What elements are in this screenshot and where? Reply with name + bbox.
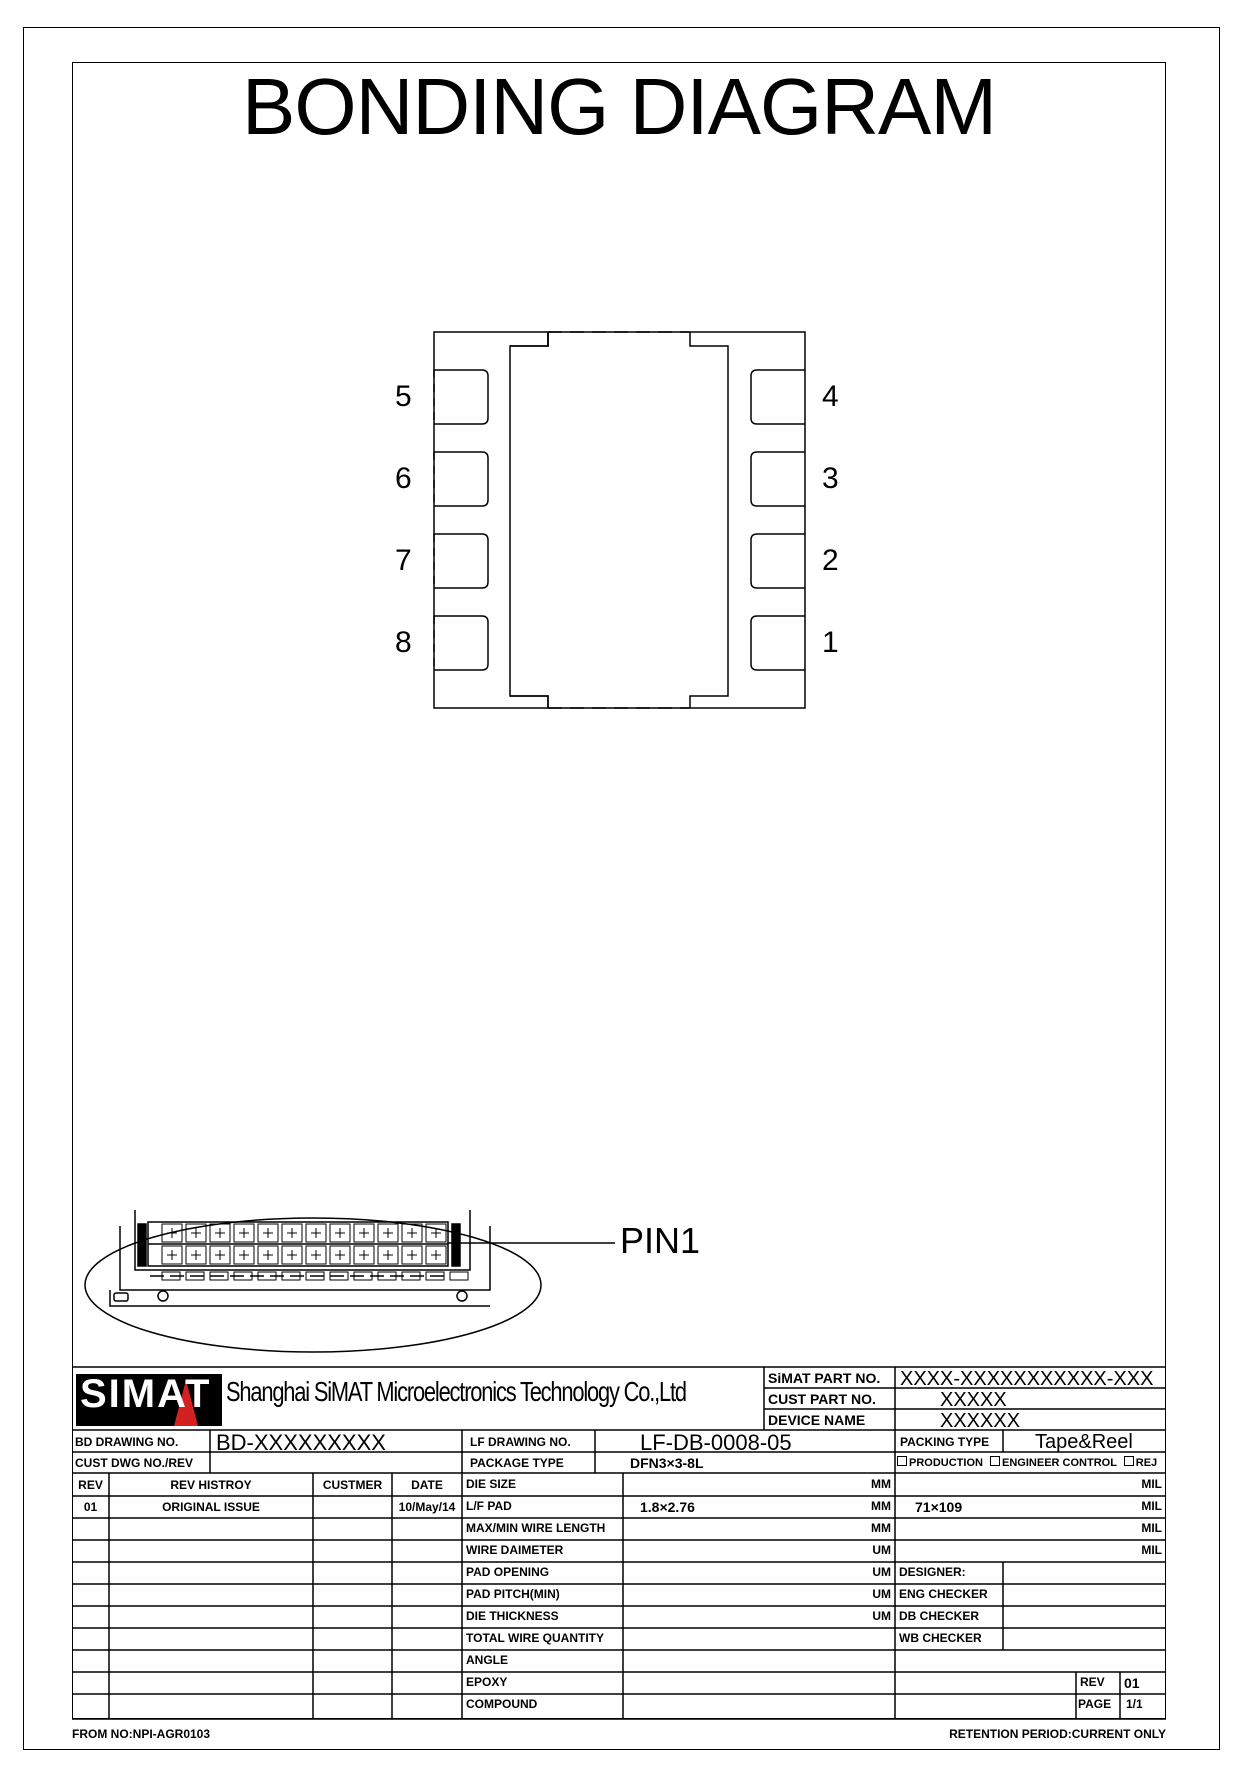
rev-row-date: 10/May/14 [398,1500,456,1514]
checker-label: ENG CHECKER [899,1587,988,1601]
rev-label: REV [1080,1675,1105,1689]
status-engineer-control: ENGINEER CONTROL [1002,1457,1117,1469]
device-name-label: DEVICE NAME [768,1412,866,1428]
spec-unit: UM [872,1543,891,1557]
spec-value: 1.8×2.76 [640,1499,695,1515]
spec-label: PAD OPENING [466,1565,550,1579]
pin-label-5: 5 [395,380,412,413]
tape-pocket [450,1272,468,1280]
spec-right-unit: MIL [1141,1499,1162,1513]
spec-label: DIE SIZE [466,1477,517,1491]
pin-label-7: 7 [395,544,412,577]
date-header: DATE [411,1478,443,1492]
page-label: PAGE [1078,1697,1112,1711]
spec-right-unit: MIL [1141,1521,1162,1535]
logo-text: SIMAT [80,1372,212,1416]
spec-right-unit: MIL [1141,1543,1162,1557]
pin-7-pad [434,534,488,588]
rev-history-header: REV HISTROY [170,1478,252,1492]
pin-4-pad [751,370,805,424]
rev-value: 01 [1124,1675,1140,1691]
customer-header: CUSTMER [322,1478,383,1492]
simat-part-no: XXXX-XXXXXXXXXXX-XXX [900,1368,1154,1390]
rej-checkbox[interactable] [1124,1456,1134,1466]
pin-label-6: 6 [395,462,412,495]
spec-label: L/F PAD [466,1499,512,1513]
spec-label: TOTAL WIRE QUANTITY [466,1631,604,1645]
spec-unit: UM [872,1609,891,1623]
left-pins [434,370,488,670]
tape-grid [162,1224,468,1280]
rev-row-rev: 01 [83,1500,98,1514]
spec-unit: UM [872,1565,891,1579]
page-value: 1/1 [1126,1697,1143,1711]
company-name: Shanghai SiMAT Microelectronics Technology Co.,Ltd [226,1376,686,1407]
bd-drawing-no-label: BD DRAWING NO. [75,1435,179,1449]
spec-unit: MM [871,1499,891,1513]
spec-label: DIE THICKNESS [466,1609,559,1623]
checker-label: WB CHECKER [899,1631,982,1645]
spec-unit: MM [871,1477,891,1491]
lf-drawing-no-label: LF DRAWING NO. [470,1435,571,1449]
spec-unit: UM [872,1587,891,1601]
page-title: BONDING DIAGRAM [242,62,996,151]
spec-label: ANGLE [466,1653,508,1667]
rev-header: REV [78,1478,103,1492]
pin-label-1: 1 [822,626,839,659]
checker-label: DB CHECKER [899,1609,980,1623]
spec-right-unit: MIL [1141,1477,1162,1491]
simat-part-no-label: SiMAT PART NO. [768,1370,881,1386]
cust-part-no: XXXXX [940,1389,1007,1411]
spec-unit: MM [871,1521,891,1535]
spec-right-value: 71×109 [915,1499,963,1515]
pin-5-pad [434,370,488,424]
status-production: PRODUCTION [909,1457,983,1469]
checker-label: DESIGNER: [899,1565,966,1579]
rev-row-history: ORIGINAL ISSUE [162,1500,260,1514]
bd-drawing-no: BD-XXXXXXXXX [216,1430,386,1455]
pin-3-pad [751,452,805,506]
spec-label: COMPOUND [466,1697,538,1711]
pin-8-pad [434,616,488,670]
pin-label-3: 3 [822,462,839,495]
spec-label: EPOXY [466,1675,508,1689]
spec-label: WIRE DAIMETER [466,1543,564,1557]
packing-type-label: PACKING TYPE [900,1435,990,1449]
production-checkbox[interactable] [897,1456,907,1466]
cust-part-no-label: CUST PART NO. [768,1391,876,1407]
spec-label: MAX/MIN WIRE LENGTH [466,1521,606,1535]
status-rej: REJ [1135,1457,1158,1469]
pin1-label: PIN1 [620,1220,701,1261]
package-type-label: PACKAGE TYPE [470,1456,564,1470]
pin-label-2: 2 [822,544,839,577]
right-pins [751,370,805,670]
pin-6-pad [434,452,488,506]
package-outline [434,332,805,708]
packing-type: Tape&Reel [1035,1431,1133,1453]
cust-dwg-label: CUST DWG NO./REV [75,1456,194,1470]
package-type: DFN3×3-8L [630,1455,704,1471]
spec-label: PAD PITCH(MIN) [466,1587,560,1601]
pin-2-pad [751,534,805,588]
engineer-control-checkbox[interactable] [990,1456,1000,1466]
device-name: XXXXXX [940,1410,1021,1432]
pin-1-pad [751,616,805,670]
form-no: FROM NO:NPI-AGR0103 [72,1727,211,1741]
retention-period: RETENTION PERIOD:CURRENT ONLY [949,1727,1166,1741]
status-options [897,1456,1157,1469]
lf-drawing-no: LF-DB-0008-05 [640,1430,792,1455]
pin-label-4: 4 [822,380,839,413]
pin-label-8: 8 [395,626,412,659]
